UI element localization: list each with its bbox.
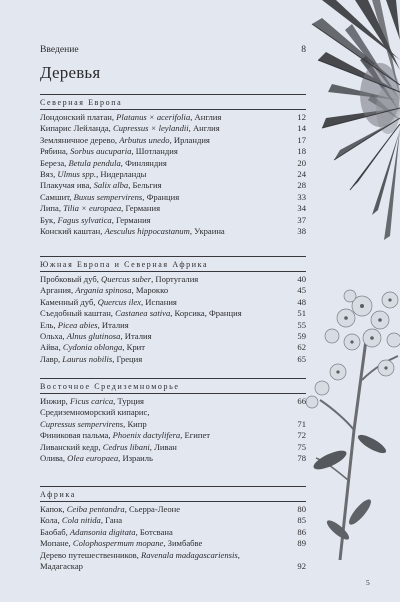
section-rule-bottom — [40, 109, 306, 110]
entry-common-name: Айва, — [40, 342, 63, 353]
entry-country: , Нидерланды — [96, 169, 147, 180]
entry-country: , Финляндия — [120, 157, 167, 168]
entry-latin-name: Ceiba pentandra — [66, 504, 125, 514]
entry-common-name: Аргания, — [40, 285, 76, 296]
entry-country: , Крит — [122, 342, 146, 353]
entry-page-number: 85 — [297, 515, 306, 526]
section-heading: Африка — [40, 490, 76, 499]
entry-latin-name: Betula pendula — [68, 157, 121, 168]
entry-page-number: 20 — [297, 157, 306, 168]
toc-entry[interactable] — [40, 527, 306, 538]
section-heading: Восточное Средиземноморье — [40, 382, 180, 391]
toc-entry[interactable] — [40, 453, 306, 464]
intro-label: Введение — [40, 44, 79, 55]
entry-common-name: Инжир, — [40, 396, 70, 406]
entry-common-name: Пробковый дуб, — [40, 274, 102, 284]
toc-entry[interactable] — [40, 430, 306, 441]
entry-latin-name: Sorbus aucuparia — [70, 146, 132, 157]
toc-entry[interactable] — [40, 320, 306, 331]
entry-page-number: 66 — [297, 396, 306, 406]
entry-page-number: 89 — [297, 538, 306, 549]
entry-country: , Италия — [97, 319, 129, 330]
entry-latin-name: Cola nitida — [61, 515, 101, 526]
entry-latin-name: Adansonia digitata — [69, 526, 136, 537]
entry-common-name: Вяз, — [40, 169, 58, 180]
toc-entry[interactable] — [40, 123, 306, 134]
entry-country: , Турция — [113, 396, 145, 406]
toc-entry[interactable] — [40, 407, 306, 418]
entry-country: , Кипр — [123, 418, 147, 429]
toc-entry[interactable] — [40, 135, 306, 146]
section-rule-bottom — [40, 501, 306, 502]
intro-row[interactable] — [40, 44, 306, 55]
toc-entry[interactable] — [40, 331, 306, 342]
entry-latin-name: Fagus sylvatica — [57, 214, 112, 225]
toc-entry[interactable] — [40, 442, 306, 453]
section-rule-bottom — [40, 393, 306, 394]
entry-latin-name: Quercus ilex — [97, 296, 141, 307]
entry-country: , Гана — [100, 515, 123, 526]
section-rule-top — [40, 94, 306, 95]
entry-common-name: Баобаб, — [40, 526, 70, 537]
toc-entry[interactable] — [40, 215, 306, 226]
entry-page-number: 86 — [297, 526, 306, 537]
entry-latin-name: Aesculus hippocastanum — [104, 226, 190, 237]
entry-country: , Сьерра-Леоне — [124, 504, 181, 514]
section-heading: Южная Европа и Северная Африка — [40, 260, 209, 269]
section-heading: Северная Европа — [40, 98, 123, 107]
entry-latin-name: Arbutus unedo — [119, 134, 170, 145]
entry-latin-name: Picea abies — [57, 319, 98, 330]
entry-country: , Бельгия — [128, 180, 162, 191]
entry-page-number: 14 — [297, 123, 306, 134]
entry-latin-name: Ravenala madagascariensis — [141, 549, 238, 560]
entry-page-number: 62 — [297, 342, 306, 353]
entry-latin-name: Quercus suber — [101, 274, 152, 284]
toc-entry[interactable] — [40, 538, 306, 549]
section-rule-top — [40, 256, 306, 257]
entry-page-number: 37 — [297, 214, 306, 225]
entry-country: , Ирландия — [169, 134, 210, 145]
agave-leaves-illustration — [312, 0, 400, 240]
entry-common-name: Самшит, — [40, 191, 74, 202]
entry-common-name: Лондонский платан, — [40, 112, 117, 122]
entry-common-name: Липа, — [40, 203, 64, 214]
entry-latin-name: Platanus × acerifolia — [116, 112, 191, 122]
entry-common-name: Мадагаскар — [40, 561, 83, 572]
entry-country: , Ливан — [149, 441, 177, 452]
flowering-branch-illustration — [306, 290, 400, 560]
entry-common-name: Плакучая ива, — [40, 180, 94, 191]
entry-common-name: Конский каштан, — [40, 226, 105, 237]
entry-page-number: 40 — [297, 274, 306, 284]
entry-country: , Шотландия — [131, 146, 178, 157]
entry-common-name: Лавр, — [40, 353, 63, 364]
entry-country: , Зимбабве — [163, 538, 203, 549]
entry-page-number: 80 — [297, 504, 306, 514]
toc-entry[interactable] — [40, 504, 306, 515]
entry-page-number: 51 — [297, 308, 306, 319]
toc-entry[interactable] — [40, 169, 306, 180]
toc-entry[interactable] — [40, 192, 306, 203]
entry-page-number: 75 — [297, 441, 306, 452]
entry-country: , Израиль — [118, 453, 153, 464]
entry-common-name: Средиземноморский кипарис, — [40, 407, 150, 418]
section-rule-top — [40, 378, 306, 379]
entry-page-number: 34 — [297, 203, 306, 214]
entry-latin-name: Alnus glutinosa — [66, 331, 121, 342]
entry-latin-name: Tilia × europaea — [63, 203, 122, 214]
entry-page-number: 65 — [297, 353, 306, 364]
entry-common-name: Береза, — [40, 157, 69, 168]
entry-country: , Германия — [111, 214, 151, 225]
toc-entry[interactable] — [40, 203, 306, 214]
intro-page-number: 8 — [301, 44, 306, 55]
entry-latin-name: Cupressus sempervirens — [40, 418, 124, 429]
entry-latin-name: Cupressus × leylandii — [112, 123, 189, 134]
entry-page-number: 28 — [297, 180, 306, 191]
entry-country: , Германия — [121, 203, 161, 214]
entry-country: , Египет — [180, 430, 211, 441]
entry-latin-name: Olea europaea — [67, 453, 119, 464]
toc-entry[interactable] — [40, 550, 306, 561]
entry-common-name: Кипарис Лейланда, — [40, 123, 113, 134]
section-rule-bottom — [40, 271, 306, 272]
entry-country: , Марокко — [131, 285, 169, 296]
section-rule-top — [40, 486, 306, 487]
entry-common-name: Ель, — [40, 319, 58, 330]
entry-latin-name: Phoenix dactylifera — [112, 430, 181, 441]
toc-section — [40, 256, 306, 365]
entry-common-name: Ольха, — [40, 331, 67, 342]
entry-page-number: 78 — [297, 453, 306, 464]
entry-page-number: 92 — [297, 561, 306, 572]
entry-latin-name: Colophospermum mopane — [72, 538, 164, 549]
entry-country: , Ботсвана — [135, 526, 173, 537]
entry-page-number: 48 — [297, 296, 306, 307]
entry-country: , Италия — [120, 331, 152, 342]
toc-section — [40, 94, 306, 237]
entry-latin-name: Salix alba — [93, 180, 129, 191]
entry-latin-name: Buxus sempervirens — [73, 191, 143, 202]
entry-page-number: 72 — [297, 430, 306, 441]
entry-common-name: Финиковая пальма, — [40, 430, 113, 441]
entry-country: , Испания — [141, 296, 177, 307]
toc-entry[interactable] — [40, 112, 306, 123]
entry-page-number: 45 — [297, 285, 306, 296]
entry-common-name: Дерево путешественников, — [40, 549, 142, 560]
toc-entry[interactable] — [40, 308, 306, 319]
entry-page-number: 59 — [297, 331, 306, 342]
entry-page-number: 24 — [297, 169, 306, 180]
entry-latin-name: Argania spinosa — [75, 285, 132, 296]
entry-country: , Греция — [112, 353, 143, 364]
entry-country: , Англия — [190, 112, 222, 122]
entry-country: , — [237, 549, 240, 560]
entry-page-number: 17 — [297, 134, 306, 145]
entry-country: , Англия — [188, 123, 220, 134]
entry-latin-name: Cedrus libani — [102, 441, 150, 452]
entry-page-number: 18 — [297, 146, 306, 157]
page-folio: 5 — [366, 578, 370, 587]
toc-entry[interactable] — [40, 342, 306, 353]
entry-page-number: 71 — [297, 418, 306, 429]
entry-common-name: Рябина, — [40, 146, 71, 157]
entry-common-name: Земляничное дерево, — [40, 134, 120, 145]
entry-common-name: Олива, — [40, 453, 68, 464]
entry-common-name: Бук, — [40, 214, 58, 225]
entry-latin-name: Ficus carica — [69, 396, 114, 406]
entry-common-name: Мопане, — [40, 538, 73, 549]
toc-entry[interactable] — [40, 285, 306, 296]
toc-entry[interactable] — [40, 226, 306, 237]
entry-latin-name: Castanea sativa — [115, 308, 171, 319]
toc-section — [40, 378, 306, 464]
entry-latin-name: Ulmus spp. — [57, 169, 97, 180]
toc-entry[interactable] — [40, 396, 306, 407]
toc-entry[interactable] — [40, 158, 306, 169]
entry-page-number: 33 — [297, 191, 306, 202]
entry-common-name: Кола, — [40, 515, 62, 526]
entry-common-name: Каменный дуб, — [40, 296, 98, 307]
toc-entry[interactable] — [40, 146, 306, 157]
entry-country: , Украина — [189, 226, 225, 237]
toc-entry[interactable] — [40, 274, 306, 285]
entry-country: , Португалия — [151, 274, 199, 284]
entry-country: , Корсика, Франция — [170, 308, 242, 319]
toc-entry[interactable] — [40, 561, 306, 572]
entry-common-name: Ливанский кедр, — [40, 441, 103, 452]
entry-common-name: Капок, — [40, 504, 67, 514]
toc-entry[interactable] — [40, 297, 306, 308]
toc-entry[interactable] — [40, 354, 306, 365]
toc-section — [40, 486, 306, 572]
chapter-title: Деревья — [40, 63, 101, 82]
toc-entry[interactable] — [40, 515, 306, 526]
entry-latin-name: Laurus nobilis — [62, 353, 113, 364]
toc-entry[interactable] — [40, 180, 306, 191]
toc-entry[interactable] — [40, 419, 306, 430]
entry-common-name: Съедобный каштан, — [40, 308, 116, 319]
entry-country: , Франция — [142, 191, 180, 202]
entry-page-number: 55 — [297, 319, 306, 330]
entry-latin-name: Cydonia oblonga — [62, 342, 123, 353]
entry-page-number: 12 — [297, 112, 306, 122]
entry-page-number: 38 — [297, 226, 306, 237]
